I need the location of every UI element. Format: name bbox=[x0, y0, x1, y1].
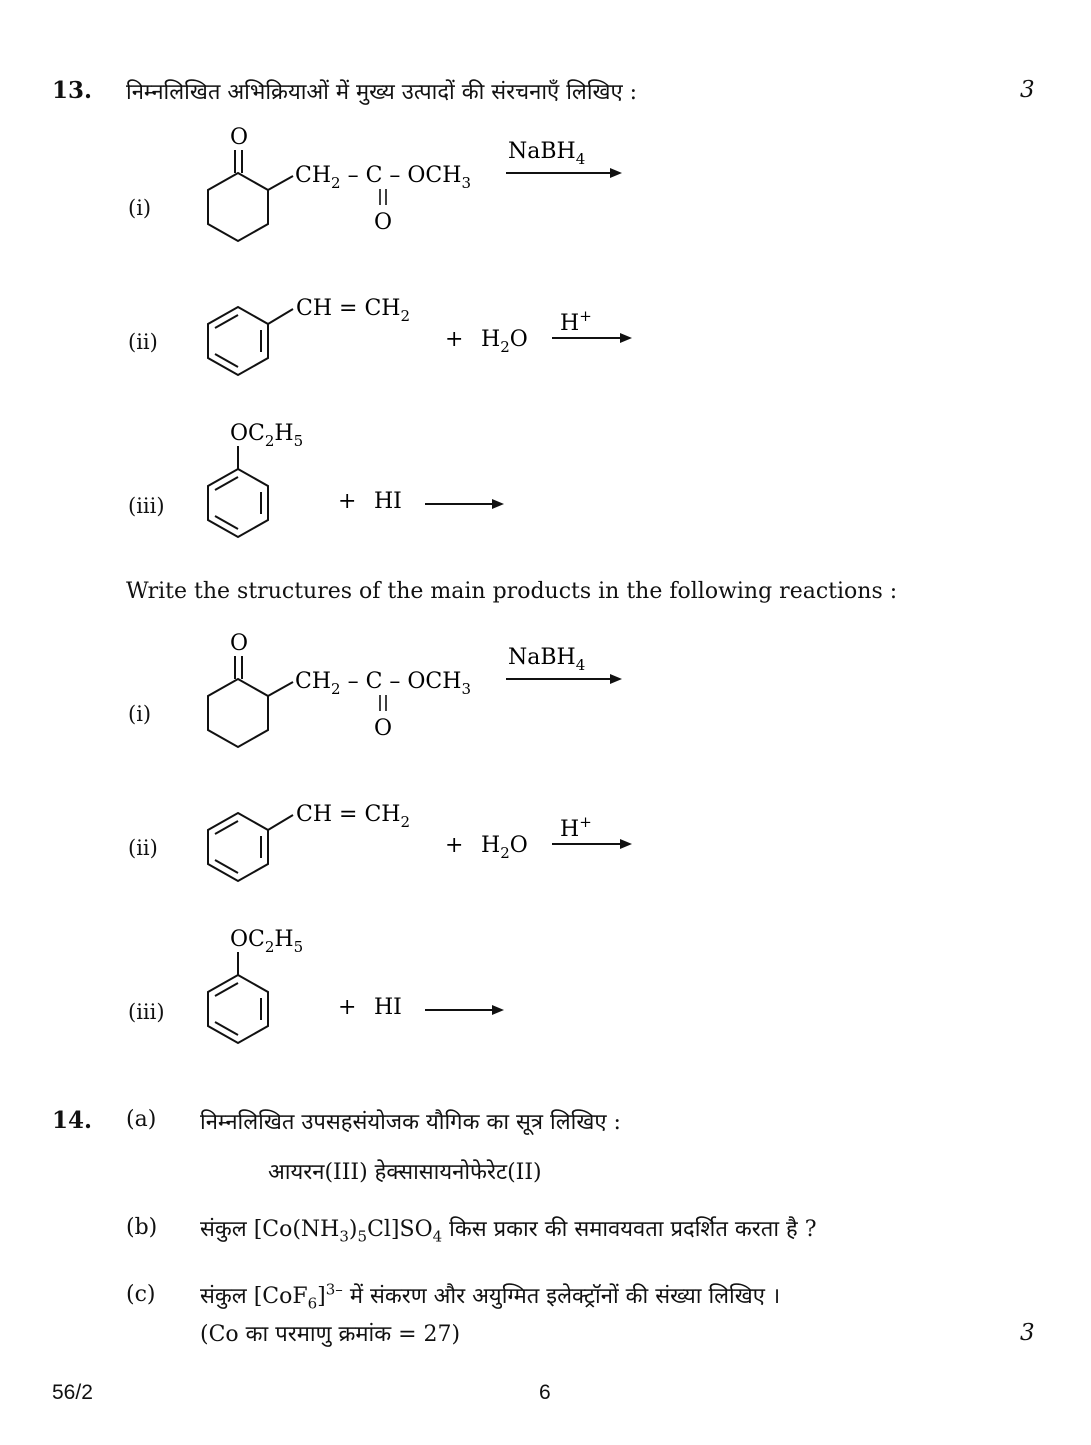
reaction-label: (i) bbox=[128, 196, 152, 220]
part-b-text bbox=[200, 1213, 817, 1245]
part-label: (c) bbox=[126, 1282, 156, 1307]
plus-sign: + bbox=[445, 833, 464, 858]
reaction-label: (i) bbox=[128, 702, 152, 726]
reaction-label: (ii) bbox=[128, 330, 158, 354]
reaction-3-diagram bbox=[200, 922, 530, 1062]
vinyl-group: CH = $CH_2$ bbox=[296, 296, 411, 325]
vinyl-group: CH = $CH_2$ bbox=[296, 802, 411, 831]
ester-oxygen: O bbox=[374, 210, 393, 235]
plus-sign: + bbox=[338, 995, 357, 1020]
benzene-ring bbox=[208, 975, 268, 1043]
benzene-ring bbox=[208, 813, 268, 881]
reaction-3-diagram bbox=[200, 416, 530, 556]
reaction-label: (ii) bbox=[128, 836, 158, 860]
ethoxy-group: $OC_2H_5$ bbox=[230, 421, 304, 450]
carbonyl-oxygen: O bbox=[230, 631, 249, 656]
reagent-nabh4: NaBH$_4$ bbox=[508, 139, 586, 168]
part-label: (a) bbox=[126, 1107, 157, 1132]
reactions-block-hindi bbox=[0, 120, 1091, 560]
side-chain-formula: $CH_2$ – C – $OCH_3$ bbox=[295, 163, 471, 192]
part-a-compound: आयरन(III) हेक्सासायनोफेरेट(II) bbox=[268, 1160, 542, 1185]
part-c-prefix: संकुल bbox=[200, 1284, 247, 1309]
plus-sign: + bbox=[338, 489, 357, 514]
cyclohexanone-ring bbox=[208, 173, 268, 241]
reagent-h-plus: H+ bbox=[560, 813, 592, 842]
reaction-label: (iii) bbox=[128, 1000, 165, 1024]
benzene-ring bbox=[208, 307, 268, 375]
reaction-2-diagram bbox=[200, 288, 660, 388]
question-marks: 3 bbox=[1020, 1320, 1035, 1346]
part-c-suffix: में संकरण और अयुग्मित इलेक्ट्रॉनों की संख्या लिखिए । bbox=[349, 1284, 781, 1309]
part-b-suffix: किस प्रकार की समावयवता प्रदर्शित करता है ? bbox=[449, 1217, 817, 1242]
plus-sign: + bbox=[445, 327, 464, 352]
reactant-hi: HI bbox=[374, 995, 402, 1020]
reaction-label: (iii) bbox=[128, 494, 165, 518]
water: $H_2O$ bbox=[481, 833, 528, 862]
reaction-1-diagram bbox=[200, 626, 640, 756]
ethoxy-group: $OC_2H_5$ bbox=[230, 927, 304, 956]
part-c-note: (Co का परमाणु क्रमांक = 27) bbox=[200, 1322, 461, 1347]
ester-oxygen: O bbox=[374, 716, 393, 741]
question-text-english: Write the structures of the main products in the following reactions : bbox=[126, 579, 898, 604]
reactions-block-english bbox=[0, 626, 1091, 1066]
carbonyl-oxygen: O bbox=[230, 125, 249, 150]
water: $H_2O$ bbox=[481, 327, 528, 356]
reagent-h-plus: H+ bbox=[560, 307, 592, 336]
part-b-prefix: संकुल bbox=[200, 1217, 247, 1242]
part-label: (b) bbox=[126, 1215, 158, 1240]
complex-ion: $[CoF_6]^{3-}$ bbox=[253, 1280, 343, 1313]
part-a-text: निम्नलिखित उपसहसंयोजक यौगिक का सूत्र लिखिए : bbox=[200, 1110, 621, 1135]
side-chain-formula: $CH_2$ – C – $OCH_3$ bbox=[295, 669, 471, 698]
paper-code: 56/2 bbox=[52, 1381, 93, 1404]
question-text-hindi: निम्नलिखित अभिक्रियाओं में मुख्य उत्पादों की संरचनाएँ लिखिए : bbox=[126, 80, 638, 105]
reaction-1-diagram bbox=[200, 120, 640, 250]
benzene-ring bbox=[208, 469, 268, 537]
complex-formula: $[Co(NH_3)_5Cl]SO_4$ bbox=[253, 1217, 443, 1246]
cyclohexanone-ring bbox=[208, 679, 268, 747]
question-marks: 3 bbox=[1020, 77, 1035, 103]
reagent-nabh4: NaBH$_4$ bbox=[508, 645, 586, 674]
reactant-hi: HI bbox=[374, 489, 402, 514]
question-number: 14. bbox=[52, 1107, 93, 1134]
question-number: 13. bbox=[52, 77, 93, 104]
page-number: 6 bbox=[539, 1381, 551, 1404]
part-c-text bbox=[200, 1280, 780, 1312]
reaction-2-diagram bbox=[200, 794, 660, 894]
